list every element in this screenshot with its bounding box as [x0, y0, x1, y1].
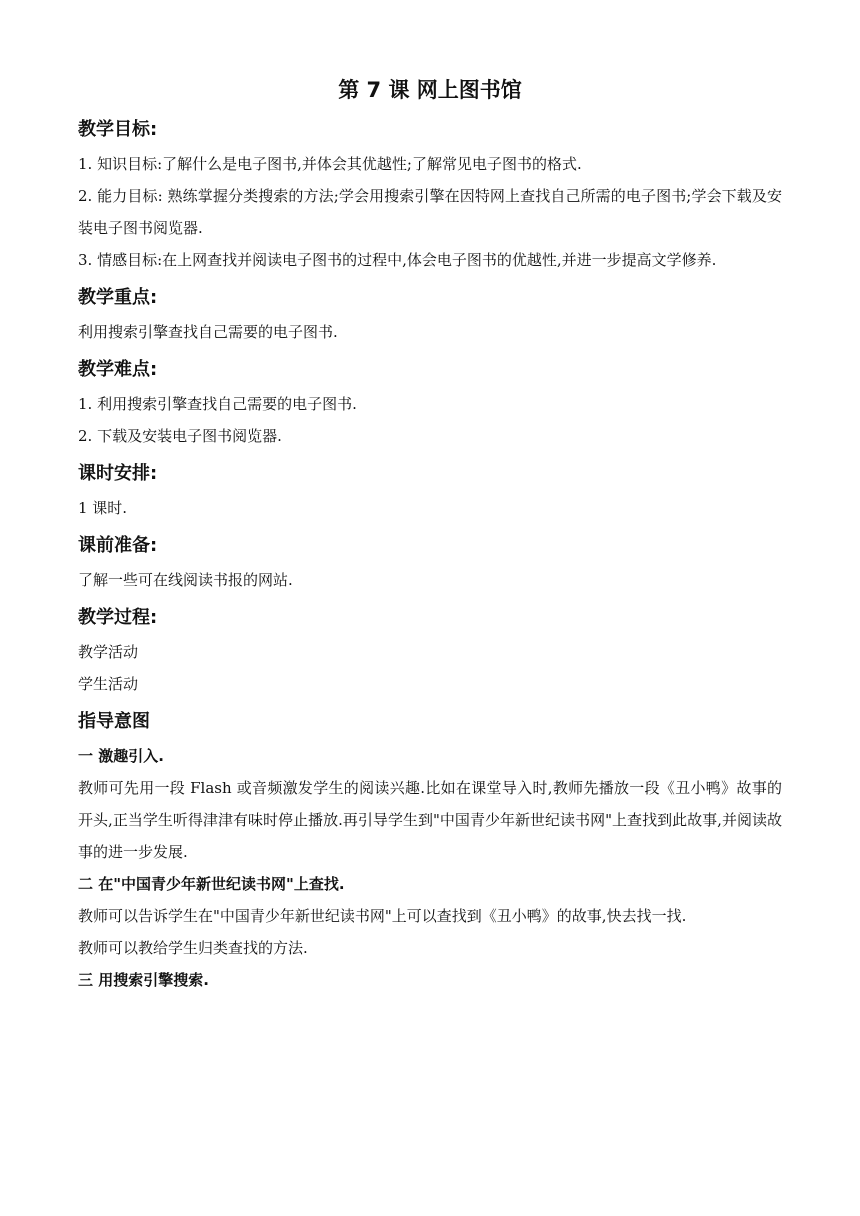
- step-2-title: 二 在"中国青少年新世纪读书网"上查找.: [78, 875, 345, 893]
- schedule-heading: 课时安排:: [78, 463, 158, 484]
- guidance-heading: 指导意图: [78, 711, 150, 732]
- step-1-title: 一 激趣引入.: [78, 747, 164, 765]
- preparation-heading: 课前准备:: [78, 535, 158, 556]
- step-2-text-2: 教师可以教给学生归类查找的方法.: [78, 939, 308, 957]
- schedule-text: 1 课时.: [78, 499, 128, 517]
- goals-heading: 教学目标:: [78, 119, 158, 140]
- document-page: [78, 70, 782, 996]
- difficulty-item-2: 2. 下载及安装电子图书阅览器.: [78, 427, 282, 445]
- step-3-title: 三 用搜索引擎搜索.: [78, 971, 209, 989]
- step-1-text: 教师可先用一段 Flash 或音频激发学生的阅读兴趣.比如在课堂导入时,教师先播放一段《丑小鸭》故事的开头,正当学生听得津津有味时停止播放.再引导学生到"中国青少年新世纪读书网"上查找到此故事,并阅读故事的进一步发展.: [78, 779, 782, 861]
- goal-item-ability: 2. 能力目标: 熟练掌握分类搜索的方法;学会用搜索引擎在因特网上查找自己所需的电子图书;学会下载及安装电子图书阅览器.: [78, 187, 782, 237]
- preparation-text: 了解一些可在线阅读书报的网站.: [78, 571, 293, 589]
- student-activity-label: 学生活动: [78, 675, 139, 693]
- difficulties-heading: 教学难点:: [78, 359, 158, 380]
- difficulty-item-1: 1. 利用搜索引擎查找自己需要的电子图书.: [78, 395, 357, 413]
- process-heading: 教学过程:: [78, 607, 158, 628]
- goal-item-knowledge: 1. 知识目标:了解什么是电子图书,并体会其优越性;了解常见电子图书的格式.: [78, 155, 582, 173]
- teacher-activity-label: 教学活动: [78, 643, 139, 661]
- goal-item-emotion: 3. 情感目标:在上网查找并阅读电子图书的过程中,体会电子图书的优越性,并进一步提高文学修养.: [78, 251, 717, 269]
- page-title: 第 7 课 网上图书馆: [338, 78, 522, 102]
- key-points-text: 利用搜索引擎查找自己需要的电子图书.: [78, 323, 338, 341]
- step-2-text-1: 教师可以告诉学生在"中国青少年新世纪读书网"上可以查找到《丑小鸭》的故事,快去找一找.: [78, 907, 687, 925]
- key-points-heading: 教学重点:: [78, 287, 158, 308]
